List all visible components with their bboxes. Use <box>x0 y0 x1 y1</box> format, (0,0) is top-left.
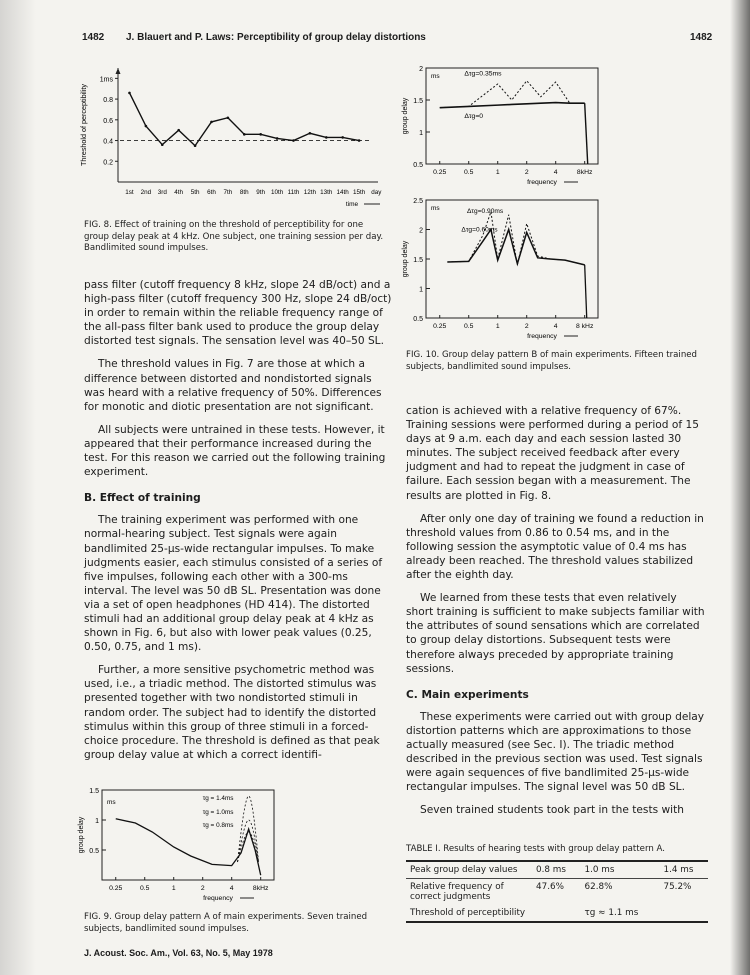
table-cell: τg ≈ 1.1 ms <box>584 907 639 918</box>
y-axis-arrow <box>116 68 121 74</box>
table-cell: Relative frequency of correct judgments <box>410 881 504 902</box>
y-tick-label: 1 <box>95 818 99 825</box>
table-cell <box>659 905 708 921</box>
annotation: τg = 1.0ms <box>202 809 234 816</box>
data-point <box>161 143 164 146</box>
plot-frame <box>102 790 274 880</box>
x-tick-label: 8th <box>239 189 249 196</box>
paragraph: The threshold values in Fig. 7 are those at which a difference between distorted and nondistorted signals was heard with a relative frequency of 50%. Differences for monotic and diotic presentation are not significant. <box>84 358 382 413</box>
data-point <box>227 116 230 119</box>
y-tick-label: 0.6 <box>103 117 113 125</box>
data-point <box>292 139 295 142</box>
table-cell <box>532 905 581 921</box>
x-tick-label: 0.25 <box>109 885 123 892</box>
fig10-caption: FIG. 10. Group delay pattern B of main experiments. Fifteen trained subjects, bandlimited sound impulses. <box>406 350 698 372</box>
right-column <box>406 404 706 826</box>
data-point <box>341 136 344 139</box>
page-number-right: 1482 <box>690 32 713 43</box>
x-axis-label: frequency <box>527 333 557 340</box>
y-axis-label: group delay <box>402 240 409 278</box>
annotation: τg = 1.4ms <box>202 795 234 803</box>
y-tick-label: 0.2 <box>103 159 113 167</box>
x-tick-label: 4 <box>229 885 234 892</box>
x-axis-label: frequency <box>203 895 233 902</box>
cutoff-line <box>585 103 588 164</box>
y-axis-label: group delay <box>78 816 85 854</box>
x-tick-label: 8kHz <box>576 169 593 176</box>
x-tick-label: 0.5 <box>140 885 150 892</box>
x-tick-label: 4th <box>174 189 184 196</box>
table-cell: 1.0 ms <box>584 864 615 875</box>
x-tick-label: 1 <box>171 885 176 892</box>
paragraph: The training experiment was performed with one normal-hearing subject. Test signals were again bandlimited 25-μs-wide rectangular impulses. To make judgments easier, each stimulus consisted of a series of five impulses, following each other with a 300-ms interval. The level was 50 dB SL. Presentation was done via a set of open headphones (HD 414). The distorted stimuli had an additional group delay peak at 4 kHz as shown in Fig. 6, but also with lower peak values (0.25, 0.50, 0.75, and 1 ms). <box>84 514 383 654</box>
annotation: Δτg=0.90ms <box>467 207 504 215</box>
x-tick-label: 4 <box>553 323 558 330</box>
x-tick-label: 8kHz <box>252 885 269 892</box>
x-tick-label: 0.25 <box>433 169 447 176</box>
y-axis-label: group delay <box>402 97 409 135</box>
x-tick-label: day <box>371 189 382 196</box>
annotation: Δτg=0 <box>464 112 484 120</box>
peak-curve <box>238 820 259 862</box>
paragraph: Seven trained students took part in the tests with <box>420 804 684 817</box>
plot-frame <box>426 68 598 164</box>
y-tick-label: 0.4 <box>103 138 113 146</box>
data-point <box>259 133 262 136</box>
paragraph: After only one day of training we found a reduction in threshold values from 0.86 to 0.54 ms, and in the following session the asymptotic value of 0.4 ms has already been reached. The threshold values stabilized after the eighth day. <box>406 512 704 582</box>
data-point <box>194 144 197 147</box>
x-tick-label: 2 <box>524 323 529 330</box>
x-tick-label: 11th <box>287 189 300 196</box>
table-cell: 62.8% <box>584 881 613 892</box>
x-tick-label: 13th <box>320 189 333 196</box>
running-title: J. Blauert and P. Laws: Perceptibility of group delay distortions <box>126 32 426 43</box>
cutoff-line <box>585 265 587 318</box>
table1-grid <box>406 862 708 921</box>
table-cell: 0.8 ms <box>536 864 566 875</box>
table-row <box>406 905 708 921</box>
paragraph: pass filter (cutoff frequency 8 kHz, slope 24 dB/oct) and a high-pass filter (cutoff frequency 300 Hz, slope 24 dB/oct) in order to remain within the reliable frequency range of the all-pass filter bank used to produce the group delay distorted test signals. The sensation level was 40–50 SL. <box>84 279 392 348</box>
y-tick-label: 1 <box>419 130 423 137</box>
data-point <box>145 125 148 128</box>
table1 <box>406 844 708 923</box>
data-point <box>128 92 131 95</box>
x-axis-label: time <box>345 201 359 208</box>
table-row <box>406 862 708 879</box>
x-tick-label: 3rd <box>157 189 167 196</box>
y-tick-label: 2 <box>419 227 423 235</box>
x-tick-label: 6th <box>207 189 216 196</box>
y-tick-label: 0.5 <box>413 162 423 169</box>
y-tick-label: 0.5 <box>89 848 99 855</box>
x-tick-label: 7th <box>223 189 233 196</box>
left-column <box>84 278 392 771</box>
data-point <box>243 133 246 136</box>
table-cell: Threshold of perceptibility <box>410 907 526 918</box>
x-tick-label: 0.25 <box>433 323 447 330</box>
y-unit: ms <box>431 73 440 80</box>
fig9-chart <box>74 782 364 912</box>
y-tick-label: 1ms <box>99 76 113 84</box>
x-tick-label: 8 kHz <box>575 323 594 330</box>
fig9-caption: FIG. 9. Group delay pattern A of main experiments. Seven trained subjects, bandlimited sound impulses. <box>84 912 368 934</box>
y-tick-label: 0.8 <box>103 97 113 105</box>
table1-title: TABLE I. Results of hearing tests with group delay pattern A. <box>406 844 665 854</box>
y-tick-label: 2 <box>419 66 423 73</box>
x-tick-label: 5th <box>190 189 200 196</box>
data-point <box>276 137 279 140</box>
paragraph: cation is achieved with a relative frequency of 67%. Training sessions were performed during a period of 15 days at 9 a.m. each day and each session lasted 30 minutes. The subject received feedback after every judgment and had to repeat the judgment in case of failure. Each session began with a measurement. The results are plotted in Fig. 8. <box>406 405 699 502</box>
x-tick-label: 14th <box>336 189 349 196</box>
table-cell: Peak group delay values <box>410 864 518 875</box>
paragraph: Further, a more sensitive psychometric method was used, i.e., a triadic method. The distorted stimulus was presented together with two nondistorted stimuli in random order. The subject had to identify the distorted stimulus within this group of three stimuli in a forced-choice procedure. The threshold is defined as that peak group delay value at which a correct identifi- <box>84 664 380 761</box>
y-tick-label: 1.5 <box>413 257 423 264</box>
x-tick-label: 2 <box>200 885 205 892</box>
annotation: Δτg=0.35ms <box>464 70 502 78</box>
series-line <box>116 819 261 875</box>
series-line-baseline <box>440 103 585 108</box>
x-tick-label: 10th <box>270 189 284 196</box>
y-tick-label: 0.5 <box>413 316 423 323</box>
fig8-caption: FIG. 8. Effect of training on the threshold of perceptibility for one group delay peak at 4 kHz. One subject, one training session per day. Bandlimited sound impulses. <box>84 220 384 253</box>
annotation: Δτg=0.60ms <box>461 226 498 234</box>
scan-binding-shadow <box>730 0 750 975</box>
page-number-left: 1482 <box>82 32 105 43</box>
y-tick-label: 1.5 <box>89 788 99 795</box>
table-cell: 47.6% <box>536 881 564 892</box>
table-cell: 75.2% <box>663 881 692 892</box>
fig10-bottom-chart <box>398 194 623 344</box>
annotation: τg = 0.8ms <box>202 822 234 830</box>
y-unit: ms <box>431 205 440 212</box>
x-tick-label: 12th <box>303 189 317 196</box>
x-tick-label: 15th <box>352 189 366 196</box>
y-unit: ms <box>107 799 116 806</box>
scan-left-edge <box>0 0 36 975</box>
footer-citation: J. Acoust. Soc. Am., Vol. 63, No. 5, May 1978 <box>84 948 273 958</box>
x-tick-label: 9th <box>256 189 266 196</box>
data-point <box>210 121 213 124</box>
data-point <box>325 136 328 139</box>
series-line <box>129 93 359 146</box>
series-line-060 <box>447 230 584 265</box>
data-point <box>177 129 180 132</box>
x-tick-label: 2 <box>524 169 529 176</box>
y-axis-label: Threshold of perceptibility <box>79 84 88 166</box>
table-cell: 1.4 ms <box>663 864 694 875</box>
plot-frame <box>426 200 598 318</box>
paragraph: All subjects were untrained in these tests. However, it appeared that their performance increased during the test. For this reason we carried out the following training experiment. <box>84 423 386 479</box>
x-tick-label: 2nd <box>140 189 152 196</box>
x-tick-label: 0.5 <box>464 169 474 176</box>
y-tick-label: 1 <box>419 286 423 294</box>
section-heading-c: C. Main experiments <box>406 688 529 701</box>
y-tick-label: 2.5 <box>413 198 423 205</box>
paragraph: We learned from these tests that even relatively short training is sufficient to make subjects familiar with the attributes of sound sensations which are correlated to group delay distortions. Subsequent tests were therefore always preceded by appropriate training sessions. <box>406 592 705 675</box>
fig10-top-chart <box>398 58 623 196</box>
table-row <box>406 878 708 905</box>
paragraph: These experiments were carried out with group delay distortion patterns which are approximations to those actually measured (see Sec. I). The triadic method described in the previous section was used. Test signals were again sequences of five bandlimited 25-μs-wide rectangular impulses. The signal level was 50 dB SL. <box>406 710 705 794</box>
data-point <box>309 132 312 135</box>
x-tick-label: 4 <box>553 169 558 176</box>
x-tick-label: 1 <box>495 169 500 176</box>
section-heading-b: B. Effect of training <box>84 492 201 505</box>
data-point <box>358 139 361 142</box>
x-tick-label: 0.5 <box>464 323 474 330</box>
fig8-chart <box>70 60 390 218</box>
x-tick-label: 1st <box>125 189 134 196</box>
x-axis-label: frequency <box>527 179 557 186</box>
x-tick-label: 1 <box>495 323 500 330</box>
y-tick-label: 1.5 <box>413 98 423 105</box>
